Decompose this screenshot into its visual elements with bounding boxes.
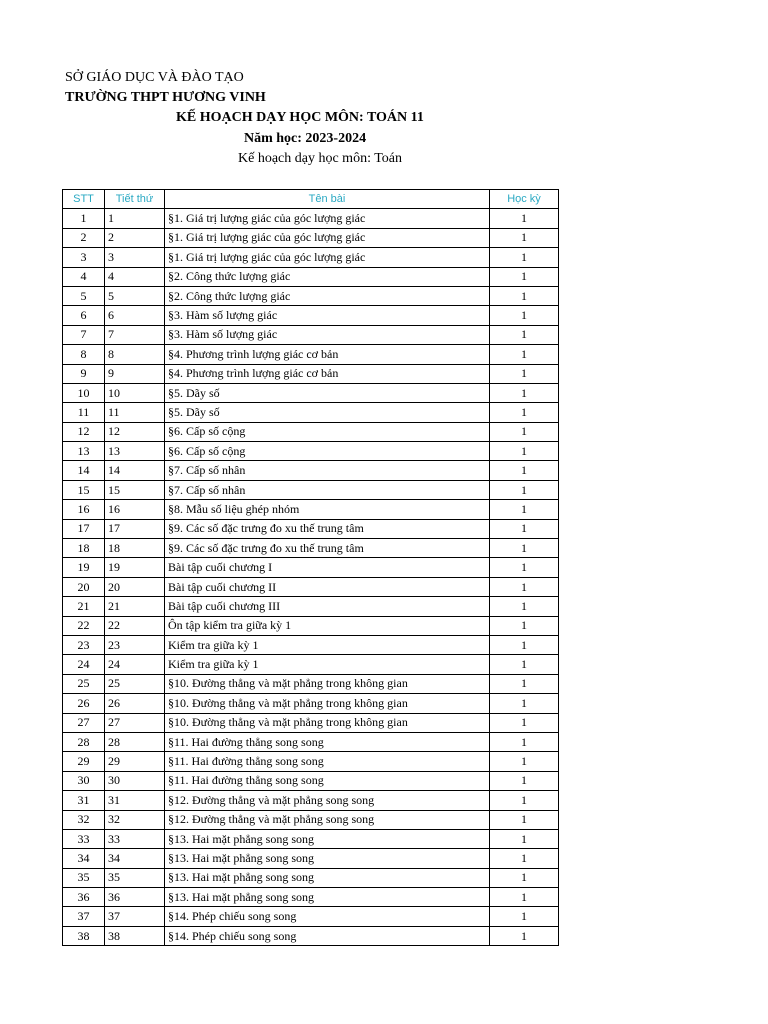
cell-period: 16 (105, 500, 165, 519)
cell-semester: 1 (490, 597, 559, 616)
cell-lesson-name: §2. Công thức lượng giác (165, 286, 490, 305)
cell-lesson-name: §13. Hai mặt phẳng song song (165, 849, 490, 868)
department-name: SỞ GIÁO DỤC VÀ ĐÀO TẠO (65, 70, 244, 85)
cell-stt: 37 (63, 907, 105, 926)
table-row (63, 228, 559, 247)
cell-semester: 1 (490, 209, 559, 228)
table-row (63, 209, 559, 228)
column-header-stt: STT (63, 190, 105, 209)
cell-lesson-name: §1. Giá trị lượng giác của góc lượng giác (165, 228, 490, 247)
cell-semester: 1 (490, 810, 559, 829)
table-row (63, 306, 559, 325)
cell-period: 10 (105, 383, 165, 402)
table-row (63, 752, 559, 771)
cell-period: 18 (105, 539, 165, 558)
cell-stt: 22 (63, 616, 105, 635)
cell-stt: 2 (63, 228, 105, 247)
cell-period: 14 (105, 461, 165, 480)
table-row (63, 267, 559, 286)
cell-period: 7 (105, 325, 165, 344)
document-subtitle: Kế hoạch dạy học môn: Toán (238, 151, 402, 166)
cell-semester: 1 (490, 655, 559, 674)
cell-lesson-name: §3. Hàm số lượng giác (165, 325, 490, 344)
cell-lesson-name: §4. Phương trình lượng giác cơ bản (165, 345, 490, 364)
table-row (63, 810, 559, 829)
cell-period: 21 (105, 597, 165, 616)
table-row (63, 635, 559, 654)
cell-lesson-name: §14. Phép chiếu song song (165, 926, 490, 945)
cell-lesson-name: §6. Cấp số cộng (165, 422, 490, 441)
cell-stt: 5 (63, 286, 105, 305)
cell-semester: 1 (490, 926, 559, 945)
cell-semester: 1 (490, 519, 559, 538)
cell-lesson-name: §13. Hai mặt phẳng song song (165, 888, 490, 907)
table-row (63, 829, 559, 848)
table-row (63, 442, 559, 461)
column-header-semester: Học kỳ (490, 190, 559, 209)
cell-semester: 1 (490, 868, 559, 887)
cell-lesson-name: §1. Giá trị lượng giác của góc lượng giác (165, 248, 490, 267)
cell-stt: 14 (63, 461, 105, 480)
cell-semester: 1 (490, 849, 559, 868)
cell-stt: 6 (63, 306, 105, 325)
cell-semester: 1 (490, 616, 559, 635)
cell-period: 19 (105, 558, 165, 577)
table-row (63, 403, 559, 422)
table-row (63, 713, 559, 732)
cell-period: 12 (105, 422, 165, 441)
lesson-plan-table (62, 189, 559, 946)
cell-period: 33 (105, 829, 165, 848)
cell-lesson-name: §4. Phương trình lượng giác cơ bản (165, 364, 490, 383)
table-row (63, 286, 559, 305)
cell-period: 35 (105, 868, 165, 887)
cell-stt: 35 (63, 868, 105, 887)
cell-semester: 1 (490, 674, 559, 693)
table-row (63, 461, 559, 480)
cell-semester: 1 (490, 345, 559, 364)
cell-lesson-name: §5. Dãy số (165, 403, 490, 422)
cell-lesson-name: §5. Dãy số (165, 383, 490, 402)
cell-lesson-name: §10. Đường thẳng và mặt phẳng trong không gian (165, 674, 490, 693)
cell-stt: 38 (63, 926, 105, 945)
cell-period: 27 (105, 713, 165, 732)
cell-lesson-name: Bài tập cuối chương II (165, 577, 490, 596)
cell-lesson-name: §13. Hai mặt phẳng song song (165, 868, 490, 887)
cell-stt: 8 (63, 345, 105, 364)
cell-lesson-name: Bài tập cuối chương III (165, 597, 490, 616)
cell-semester: 1 (490, 732, 559, 751)
table-row (63, 849, 559, 868)
cell-lesson-name: §6. Cấp số cộng (165, 442, 490, 461)
cell-semester: 1 (490, 635, 559, 654)
cell-semester: 1 (490, 383, 559, 402)
cell-semester: 1 (490, 461, 559, 480)
table-row (63, 674, 559, 693)
column-header-lesson-name: Tên bài (165, 190, 490, 209)
cell-period: 26 (105, 694, 165, 713)
table-row (63, 248, 559, 267)
table-row (63, 558, 559, 577)
cell-stt: 13 (63, 442, 105, 461)
cell-stt: 30 (63, 771, 105, 790)
cell-stt: 19 (63, 558, 105, 577)
cell-semester: 1 (490, 306, 559, 325)
cell-lesson-name: §2. Công thức lượng giác (165, 267, 490, 286)
table-row (63, 771, 559, 790)
cell-period: 13 (105, 442, 165, 461)
cell-stt: 4 (63, 267, 105, 286)
cell-period: 32 (105, 810, 165, 829)
cell-period: 2 (105, 228, 165, 247)
table-row (63, 655, 559, 674)
cell-lesson-name: §1. Giá trị lượng giác của góc lượng giác (165, 209, 490, 228)
column-header-period: Tiết thứ (105, 190, 165, 209)
cell-semester: 1 (490, 422, 559, 441)
table-row (63, 500, 559, 519)
cell-stt: 10 (63, 383, 105, 402)
table-row (63, 325, 559, 344)
cell-stt: 3 (63, 248, 105, 267)
cell-period: 37 (105, 907, 165, 926)
cell-period: 31 (105, 791, 165, 810)
cell-lesson-name: Bài tập cuối chương I (165, 558, 490, 577)
cell-stt: 1 (63, 209, 105, 228)
document-title: KẾ HOẠCH DẠY HỌC MÔN: TOÁN 11 (176, 110, 424, 125)
cell-period: 9 (105, 364, 165, 383)
cell-period: 4 (105, 267, 165, 286)
table-row (63, 694, 559, 713)
cell-stt: 36 (63, 888, 105, 907)
cell-semester: 1 (490, 442, 559, 461)
cell-period: 6 (105, 306, 165, 325)
cell-period: 30 (105, 771, 165, 790)
cell-semester: 1 (490, 228, 559, 247)
cell-period: 5 (105, 286, 165, 305)
cell-period: 22 (105, 616, 165, 635)
cell-semester: 1 (490, 267, 559, 286)
cell-stt: 25 (63, 674, 105, 693)
cell-semester: 1 (490, 829, 559, 848)
cell-stt: 27 (63, 713, 105, 732)
table-row (63, 422, 559, 441)
cell-stt: 15 (63, 480, 105, 499)
cell-period: 28 (105, 732, 165, 751)
cell-lesson-name: §12. Đường thẳng và mặt phẳng song song (165, 810, 490, 829)
cell-lesson-name: §13. Hai mặt phẳng song song (165, 829, 490, 848)
cell-stt: 31 (63, 791, 105, 810)
cell-stt: 32 (63, 810, 105, 829)
cell-stt: 34 (63, 849, 105, 868)
cell-lesson-name: §12. Đường thẳng và mặt phẳng song song (165, 791, 490, 810)
cell-lesson-name: Kiểm tra giữa kỳ 1 (165, 635, 490, 654)
cell-period: 24 (105, 655, 165, 674)
cell-lesson-name: §11. Hai đường thẳng song song (165, 732, 490, 751)
cell-stt: 24 (63, 655, 105, 674)
table-row (63, 539, 559, 558)
table-row (63, 597, 559, 616)
cell-lesson-name: §3. Hàm số lượng giác (165, 306, 490, 325)
cell-semester: 1 (490, 286, 559, 305)
cell-semester: 1 (490, 771, 559, 790)
table-row (63, 732, 559, 751)
cell-semester: 1 (490, 577, 559, 596)
cell-semester: 1 (490, 713, 559, 732)
cell-period: 11 (105, 403, 165, 422)
cell-stt: 12 (63, 422, 105, 441)
cell-stt: 18 (63, 539, 105, 558)
cell-period: 25 (105, 674, 165, 693)
cell-semester: 1 (490, 558, 559, 577)
cell-stt: 9 (63, 364, 105, 383)
table-row (63, 364, 559, 383)
table-row (63, 519, 559, 538)
cell-period: 38 (105, 926, 165, 945)
cell-lesson-name: §8. Mẫu số liệu ghép nhóm (165, 500, 490, 519)
cell-lesson-name: §10. Đường thẳng và mặt phẳng trong không gian (165, 713, 490, 732)
table-row (63, 345, 559, 364)
cell-stt: 23 (63, 635, 105, 654)
cell-lesson-name: §14. Phép chiếu song song (165, 907, 490, 926)
cell-lesson-name: §9. Các số đặc trưng đo xu thế trung tâm (165, 519, 490, 538)
cell-lesson-name: Kiểm tra giữa kỳ 1 (165, 655, 490, 674)
cell-stt: 21 (63, 597, 105, 616)
cell-semester: 1 (490, 752, 559, 771)
cell-stt: 33 (63, 829, 105, 848)
cell-period: 23 (105, 635, 165, 654)
cell-period: 1 (105, 209, 165, 228)
cell-semester: 1 (490, 539, 559, 558)
cell-stt: 7 (63, 325, 105, 344)
cell-stt: 29 (63, 752, 105, 771)
table-row (63, 791, 559, 810)
cell-lesson-name: §7. Cấp số nhân (165, 461, 490, 480)
table-row (63, 926, 559, 945)
cell-semester: 1 (490, 907, 559, 926)
cell-semester: 1 (490, 791, 559, 810)
table-row (63, 577, 559, 596)
table-row (63, 480, 559, 499)
cell-stt: 26 (63, 694, 105, 713)
cell-semester: 1 (490, 364, 559, 383)
cell-stt: 20 (63, 577, 105, 596)
school-name: TRƯỜNG THPT HƯƠNG VINH (65, 90, 266, 105)
table-row (63, 616, 559, 635)
cell-lesson-name: §11. Hai đường thẳng song song (165, 752, 490, 771)
cell-period: 20 (105, 577, 165, 596)
table-row (63, 888, 559, 907)
cell-semester: 1 (490, 248, 559, 267)
cell-semester: 1 (490, 480, 559, 499)
cell-period: 34 (105, 849, 165, 868)
cell-period: 8 (105, 345, 165, 364)
cell-semester: 1 (490, 888, 559, 907)
cell-stt: 28 (63, 732, 105, 751)
cell-lesson-name: §7. Cấp số nhân (165, 480, 490, 499)
cell-stt: 16 (63, 500, 105, 519)
school-year: Năm học: 2023-2024 (244, 131, 367, 146)
cell-stt: 17 (63, 519, 105, 538)
cell-semester: 1 (490, 403, 559, 422)
cell-lesson-name: §10. Đường thẳng và mặt phẳng trong không gian (165, 694, 490, 713)
table-header-row (63, 190, 559, 209)
table-row (63, 868, 559, 887)
table-row (63, 383, 559, 402)
cell-lesson-name: Ôn tập kiểm tra giữa kỳ 1 (165, 616, 490, 635)
cell-lesson-name: §11. Hai đường thẳng song song (165, 771, 490, 790)
cell-stt: 11 (63, 403, 105, 422)
cell-period: 36 (105, 888, 165, 907)
table-row (63, 907, 559, 926)
cell-period: 29 (105, 752, 165, 771)
cell-period: 17 (105, 519, 165, 538)
cell-period: 3 (105, 248, 165, 267)
cell-semester: 1 (490, 325, 559, 344)
cell-semester: 1 (490, 694, 559, 713)
cell-semester: 1 (490, 500, 559, 519)
cell-period: 15 (105, 480, 165, 499)
cell-lesson-name: §9. Các số đặc trưng đo xu thế trung tâm (165, 539, 490, 558)
